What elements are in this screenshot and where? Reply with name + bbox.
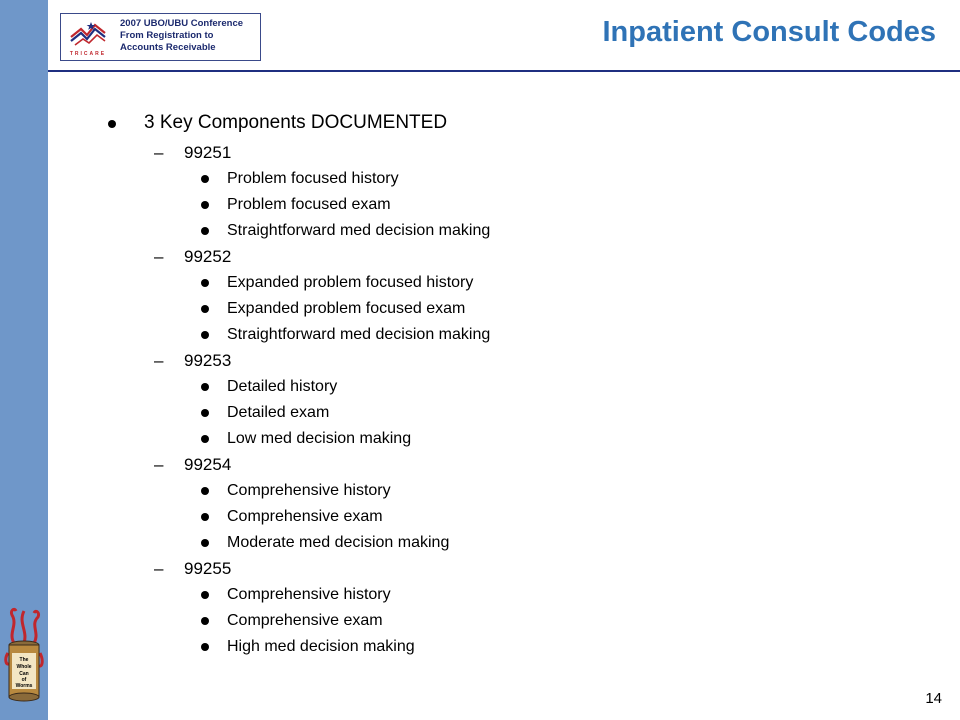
slide-title: Inpatient Consult Codes — [602, 16, 936, 48]
component-text: Straightforward med decision making — [227, 222, 491, 239]
bullet-icon — [201, 513, 209, 521]
code-item — [104, 140, 924, 166]
component-text: Comprehensive history — [227, 586, 391, 603]
component-text: Moderate med decision making — [227, 534, 450, 551]
bullet-icon — [201, 643, 209, 651]
code-label: 99251 — [184, 143, 232, 162]
component-text: High med decision making — [227, 638, 415, 655]
tricare-eagle-icon — [65, 19, 111, 57]
bullet-icon — [201, 175, 209, 183]
code-label: 99255 — [184, 559, 232, 578]
dash-icon: – — [154, 351, 164, 370]
component-item — [104, 426, 924, 452]
bullet-icon — [201, 305, 209, 313]
bullet-icon — [201, 409, 209, 417]
component-item — [104, 218, 924, 244]
logo-line: Accounts Receivable — [120, 42, 216, 53]
bullet-icon — [201, 591, 209, 599]
bullet-icon — [201, 201, 209, 209]
bullet-icon — [201, 227, 209, 235]
component-text: Problem focused exam — [227, 196, 391, 213]
component-item — [104, 634, 924, 660]
main-bullet-text: 3 Key Components DOCUMENTED — [144, 112, 448, 133]
component-item — [104, 504, 924, 530]
can-label-line: of — [21, 677, 27, 683]
component-text: Comprehensive exam — [227, 612, 383, 629]
can-label-line: Can — [19, 671, 29, 677]
component-item — [104, 296, 924, 322]
can-label-line: Whole — [16, 664, 32, 670]
code-item — [104, 556, 924, 582]
bullet-icon — [201, 487, 209, 495]
code-item — [104, 452, 924, 478]
component-item — [104, 608, 924, 634]
code-label: 99253 — [184, 351, 232, 370]
page-number: 14 — [925, 690, 942, 707]
dash-icon: – — [154, 559, 164, 578]
component-text: Detailed exam — [227, 404, 330, 421]
conference-logo — [60, 13, 261, 61]
component-item — [104, 270, 924, 296]
component-text: Expanded problem focused history — [227, 274, 474, 291]
logo-mark-text: TRICARE — [69, 51, 107, 57]
dash-icon: – — [154, 247, 164, 266]
code-item — [104, 348, 924, 374]
component-item — [104, 166, 924, 192]
component-item — [104, 400, 924, 426]
bullet-icon — [201, 331, 209, 339]
code-item — [104, 244, 924, 270]
component-item — [104, 478, 924, 504]
component-text: Problem focused history — [227, 170, 399, 187]
component-text: Straightforward med decision making — [227, 326, 491, 343]
component-item — [104, 192, 924, 218]
dash-icon: – — [154, 143, 164, 162]
component-text: Comprehensive exam — [227, 508, 383, 525]
can-of-worms-icon — [4, 603, 44, 703]
code-label: 99254 — [184, 455, 232, 474]
component-item — [104, 322, 924, 348]
bullet-icon — [201, 539, 209, 547]
component-item — [104, 374, 924, 400]
component-item — [104, 582, 924, 608]
slide-body — [104, 110, 924, 660]
can-label-line: The — [19, 657, 29, 663]
bullet-icon — [201, 617, 209, 625]
component-text: Detailed history — [227, 378, 338, 395]
main-bullet-item — [104, 110, 924, 140]
can-label-line: Worms — [15, 683, 33, 689]
logo-line: From Registration to — [120, 30, 214, 41]
component-text: Expanded problem focused exam — [227, 300, 466, 317]
component-text: Comprehensive history — [227, 482, 391, 499]
bullet-icon — [201, 279, 209, 287]
dash-icon: – — [154, 455, 164, 474]
header-rule — [48, 70, 960, 72]
bullet-icon — [108, 120, 116, 128]
component-text: Low med decision making — [227, 430, 412, 447]
logo-caption — [120, 18, 260, 54]
bullet-icon — [201, 383, 209, 391]
code-label: 99252 — [184, 247, 232, 266]
logo-line: 2007 UBO/UBU Conference — [120, 18, 244, 29]
bullet-icon — [201, 435, 209, 443]
component-item — [104, 530, 924, 556]
